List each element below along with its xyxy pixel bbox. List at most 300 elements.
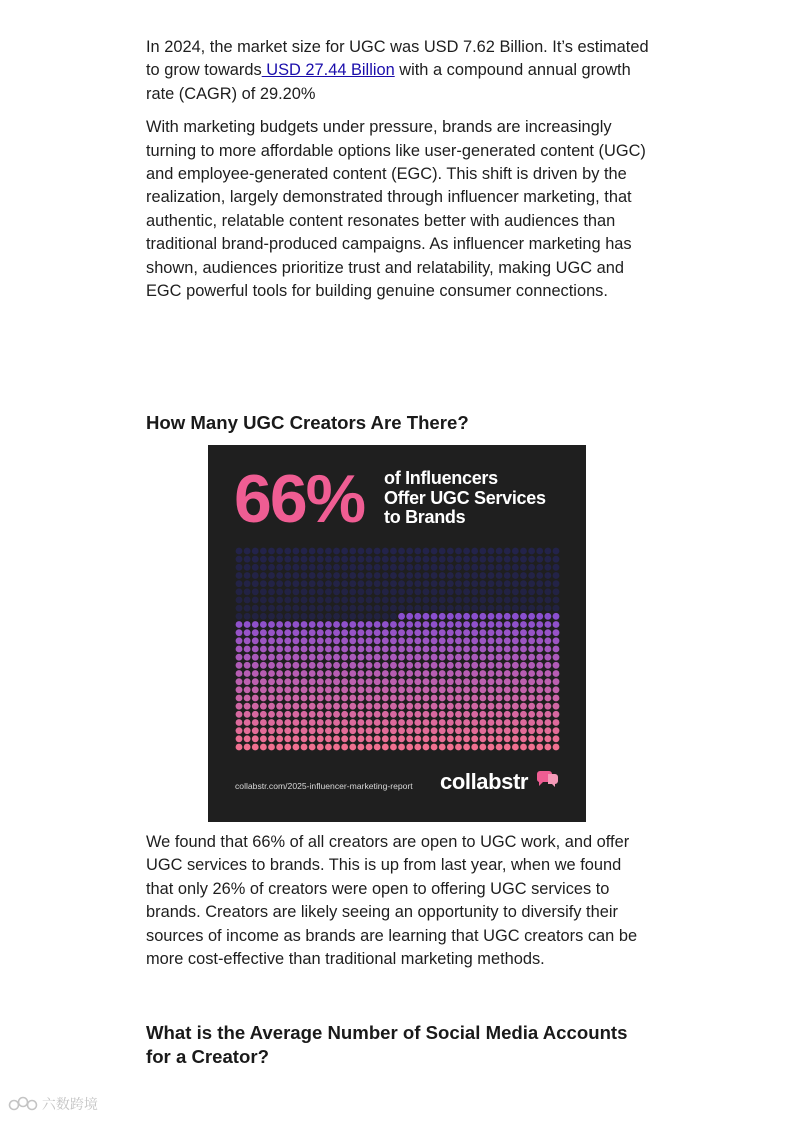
dot-inactive (398, 572, 405, 579)
dot-active (317, 686, 324, 693)
dot-inactive (488, 588, 495, 595)
dot-inactive (382, 588, 389, 595)
dot-active (358, 719, 365, 726)
dot-active (366, 695, 373, 702)
dot-active (292, 646, 299, 653)
dot-active (244, 621, 251, 628)
dot-inactive (341, 556, 348, 563)
dot-active (390, 744, 397, 751)
dot-active (309, 629, 316, 636)
dot-active (317, 654, 324, 661)
dot-active (447, 629, 454, 636)
dot-inactive (358, 605, 365, 612)
dot-inactive (447, 580, 454, 587)
dot-active (309, 621, 316, 628)
dot-active (260, 629, 267, 636)
dot-active (431, 613, 438, 620)
dot-active (496, 686, 503, 693)
dot-active (520, 678, 527, 685)
dot-active (358, 744, 365, 751)
dot-inactive (236, 588, 243, 595)
dot-inactive (471, 588, 478, 595)
dot-inactive (292, 580, 299, 587)
dot-active (309, 703, 316, 710)
dot-inactive (463, 564, 470, 571)
dot-active (276, 735, 283, 742)
dot-active (479, 727, 486, 734)
dot-inactive (528, 605, 535, 612)
dot-inactive (488, 597, 495, 604)
dot-active (544, 613, 551, 620)
dot-active (301, 621, 308, 628)
dot-inactive (382, 548, 389, 555)
dot-inactive (358, 613, 365, 620)
dot-inactive (504, 556, 511, 563)
dot-inactive (447, 564, 454, 571)
dot-active (341, 678, 348, 685)
dot-active (382, 662, 389, 669)
dot-active (284, 703, 291, 710)
dot-active (479, 613, 486, 620)
dot-active (504, 646, 511, 653)
dot-active (382, 686, 389, 693)
dot-active (333, 695, 340, 702)
dot-active (536, 670, 543, 677)
dot-active (301, 711, 308, 718)
dot-active (260, 678, 267, 685)
dot-active (528, 621, 535, 628)
dot-inactive (398, 564, 405, 571)
dot-active (341, 629, 348, 636)
dot-inactive (536, 572, 543, 579)
dot-active (284, 670, 291, 677)
dot-inactive (488, 548, 495, 555)
dot-inactive (252, 572, 259, 579)
dot-active (374, 678, 381, 685)
dot-active (301, 744, 308, 751)
dot-inactive (268, 588, 275, 595)
dot-active (512, 678, 519, 685)
dot-inactive (252, 597, 259, 604)
dot-active (382, 727, 389, 734)
dot-active (366, 735, 373, 742)
findings-section (146, 831, 651, 971)
dot-active (244, 629, 251, 636)
dot-active (431, 744, 438, 751)
dot-active (439, 621, 446, 628)
dot-inactive (252, 580, 259, 587)
dot-inactive (528, 597, 535, 604)
dot-inactive (382, 580, 389, 587)
dot-active (268, 727, 275, 734)
dot-active (382, 703, 389, 710)
dot-active (325, 654, 332, 661)
dot-active (496, 646, 503, 653)
dot-inactive (398, 588, 405, 595)
dot-active (390, 670, 397, 677)
dot-inactive (479, 556, 486, 563)
dot-inactive (236, 564, 243, 571)
dot-active (268, 695, 275, 702)
dot-active (553, 646, 560, 653)
dot-active (553, 686, 560, 693)
dot-inactive (423, 605, 430, 612)
dot-active (455, 744, 462, 751)
dot-inactive (236, 605, 243, 612)
dot-active (447, 654, 454, 661)
dot-inactive (244, 580, 251, 587)
dot-active (236, 703, 243, 710)
headline-line-1: of Influencers (384, 468, 498, 488)
dot-active (252, 637, 259, 644)
dot-active (268, 646, 275, 653)
dot-active (406, 637, 413, 644)
dot-inactive (317, 572, 324, 579)
dot-active (512, 686, 519, 693)
dot-active (292, 621, 299, 628)
dot-active (553, 735, 560, 742)
dot-inactive (414, 572, 421, 579)
dot-inactive (341, 548, 348, 555)
dot-active (301, 629, 308, 636)
dot-active (268, 678, 275, 685)
dot-active (366, 654, 373, 661)
dot-active (309, 727, 316, 734)
dot-active (268, 744, 275, 751)
dot-inactive (447, 572, 454, 579)
dot-active (553, 703, 560, 710)
dot-active (496, 678, 503, 685)
dot-active (317, 695, 324, 702)
dot-inactive (366, 588, 373, 595)
dot-inactive (439, 597, 446, 604)
dot-active (333, 670, 340, 677)
dot-active (292, 703, 299, 710)
dot-active (471, 637, 478, 644)
dot-inactive (333, 597, 340, 604)
dot-active (382, 695, 389, 702)
dot-active (374, 646, 381, 653)
dot-active (382, 654, 389, 661)
dot-active (333, 703, 340, 710)
dot-active (333, 654, 340, 661)
dot-active (390, 695, 397, 702)
dot-active (260, 727, 267, 734)
dot-active (284, 695, 291, 702)
dot-active (358, 670, 365, 677)
dot-active (553, 744, 560, 751)
dot-active (317, 629, 324, 636)
dot-active (520, 637, 527, 644)
dot-inactive (309, 597, 316, 604)
dot-active (431, 678, 438, 685)
dot-active (528, 686, 535, 693)
dot-active (406, 735, 413, 742)
dot-inactive (471, 597, 478, 604)
dot-active (414, 686, 421, 693)
dot-active (292, 719, 299, 726)
dot-inactive (244, 556, 251, 563)
dot-inactive (382, 556, 389, 563)
dot-active (374, 735, 381, 742)
dot-active (292, 670, 299, 677)
dot-inactive (333, 580, 340, 587)
dot-active (520, 703, 527, 710)
dot-inactive (390, 556, 397, 563)
dot-inactive (423, 556, 430, 563)
dot-active (423, 744, 430, 751)
dot-inactive (455, 580, 462, 587)
dot-active (406, 695, 413, 702)
dot-active (252, 703, 259, 710)
dot-active (406, 621, 413, 628)
dot-inactive (358, 580, 365, 587)
dot-active (439, 629, 446, 636)
dot-active (284, 637, 291, 644)
dot-active (236, 727, 243, 734)
budget-paragraph: With marketing budgets under pressure, brands are increasingly turning to more affordable options like user-generated content (UGC) and employee-generated content (EGC). This shift is driven by the realization, largely demonstrated through influencer marketing, that authentic, relatable content resonates better with audiences than traditional brand-produced campaigns. As influencer marketing has shown, audiences prioritize trust and relatability, making UGC and EGC powerful tools for building genuine consumer connections. (146, 118, 646, 301)
dot-active (544, 621, 551, 628)
dot-active (447, 662, 454, 669)
dot-inactive (455, 564, 462, 571)
dot-active (333, 744, 340, 751)
dot-active (439, 719, 446, 726)
dot-active (512, 662, 519, 669)
dot-active (512, 670, 519, 677)
dot-inactive (317, 580, 324, 587)
dot-active (374, 670, 381, 677)
dot-inactive (333, 564, 340, 571)
dot-active (536, 678, 543, 685)
dot-active (553, 670, 560, 677)
dot-active (536, 629, 543, 636)
dot-inactive (504, 597, 511, 604)
dot-active (374, 686, 381, 693)
dot-active (301, 670, 308, 677)
dot-inactive (406, 588, 413, 595)
watermark (8, 1094, 98, 1114)
dot-inactive (463, 556, 470, 563)
dot-active (479, 744, 486, 751)
dot-inactive (536, 588, 543, 595)
dot-active (544, 654, 551, 661)
dot-active (544, 662, 551, 669)
dot-active (284, 711, 291, 718)
dot-inactive (553, 605, 560, 612)
dot-active (536, 662, 543, 669)
dot-active (349, 646, 356, 653)
dot-active (471, 646, 478, 653)
market-forecast-link[interactable]: USD 27.44 Billion (261, 61, 395, 80)
dot-inactive (268, 613, 275, 620)
dot-active (366, 621, 373, 628)
dot-inactive (471, 564, 478, 571)
dot-active (471, 727, 478, 734)
dot-active (431, 695, 438, 702)
dot-active (292, 711, 299, 718)
dot-inactive (341, 613, 348, 620)
dot-active (471, 662, 478, 669)
dot-inactive (284, 556, 291, 563)
dot-active (366, 637, 373, 644)
dot-active (439, 662, 446, 669)
dot-inactive (463, 597, 470, 604)
dot-active (406, 744, 413, 751)
dot-inactive (301, 580, 308, 587)
dot-inactive (455, 588, 462, 595)
dot-inactive (528, 580, 535, 587)
dot-active (309, 744, 316, 751)
dot-inactive (309, 548, 316, 555)
dot-active (358, 646, 365, 653)
dot-inactive (292, 605, 299, 612)
dot-inactive (244, 588, 251, 595)
dot-active (374, 711, 381, 718)
dot-active (536, 646, 543, 653)
dot-active (301, 719, 308, 726)
dot-inactive (406, 597, 413, 604)
dot-active (236, 654, 243, 661)
dot-inactive (544, 597, 551, 604)
dot-inactive (358, 572, 365, 579)
dot-active (496, 719, 503, 726)
dot-active (317, 670, 324, 677)
dot-active (382, 711, 389, 718)
dot-active (512, 654, 519, 661)
dot-active (423, 735, 430, 742)
dot-active (276, 695, 283, 702)
dot-inactive (301, 588, 308, 595)
dot-active (349, 735, 356, 742)
dot-active (447, 744, 454, 751)
dot-active (268, 711, 275, 718)
dot-active (447, 613, 454, 620)
dot-active (244, 727, 251, 734)
dot-active (260, 719, 267, 726)
dot-inactive (309, 605, 316, 612)
dot-active (317, 744, 324, 751)
dot-active (398, 654, 405, 661)
dot-active (292, 695, 299, 702)
dot-active (268, 719, 275, 726)
dot-inactive (479, 597, 486, 604)
dot-inactive (349, 572, 356, 579)
dot-active (488, 735, 495, 742)
dot-active (309, 646, 316, 653)
dot-active (236, 637, 243, 644)
dot-active (439, 727, 446, 734)
dot-active (309, 719, 316, 726)
dot-active (236, 686, 243, 693)
dot-inactive (382, 605, 389, 612)
dot-active (496, 703, 503, 710)
dot-active (544, 719, 551, 726)
dot-active (252, 719, 259, 726)
dot-active (366, 629, 373, 636)
dot-inactive (301, 613, 308, 620)
dot-inactive (553, 548, 560, 555)
dot-inactive (301, 572, 308, 579)
dot-inactive (439, 580, 446, 587)
dot-inactive (292, 556, 299, 563)
dot-active (252, 678, 259, 685)
dot-active (520, 727, 527, 734)
dot-active (439, 695, 446, 702)
dot-active (317, 662, 324, 669)
dot-active (276, 629, 283, 636)
dot-active (276, 686, 283, 693)
dot-active (479, 662, 486, 669)
dot-inactive (512, 580, 519, 587)
dot-active (276, 662, 283, 669)
dot-inactive (520, 556, 527, 563)
dot-inactive (520, 572, 527, 579)
dot-inactive (528, 556, 535, 563)
dot-inactive (333, 588, 340, 595)
dot-active (455, 629, 462, 636)
dot-inactive (544, 556, 551, 563)
dot-inactive (358, 548, 365, 555)
dot-active (236, 719, 243, 726)
dot-active (349, 678, 356, 685)
dot-active (390, 637, 397, 644)
dot-active (439, 711, 446, 718)
dot-active (276, 637, 283, 644)
dot-inactive (317, 613, 324, 620)
dot-inactive (439, 564, 446, 571)
dot-inactive (528, 548, 535, 555)
dot-active (439, 637, 446, 644)
dot-inactive (325, 564, 332, 571)
dot-inactive (398, 597, 405, 604)
dot-active (504, 613, 511, 620)
dot-active (447, 686, 454, 693)
dot-inactive (252, 605, 259, 612)
dot-active (317, 735, 324, 742)
dot-inactive (439, 588, 446, 595)
dot-inactive (252, 588, 259, 595)
dot-active (406, 703, 413, 710)
dot-active (284, 719, 291, 726)
dot-active (252, 727, 259, 734)
dot-active (471, 735, 478, 742)
dot-inactive (276, 613, 283, 620)
watermark-text: 六数跨境 (41, 1096, 98, 1112)
dot-active (414, 613, 421, 620)
dot-active (341, 703, 348, 710)
dot-active (423, 678, 430, 685)
dot-active (536, 654, 543, 661)
dot-active (390, 662, 397, 669)
dot-active (244, 744, 251, 751)
dot-active (447, 735, 454, 742)
dot-active (520, 621, 527, 628)
dot-active (463, 646, 470, 653)
dot-active (447, 670, 454, 677)
dot-active (463, 662, 470, 669)
dot-inactive (414, 605, 421, 612)
dot-active (463, 686, 470, 693)
dot-inactive (553, 588, 560, 595)
dot-inactive (260, 580, 267, 587)
dot-inactive (398, 580, 405, 587)
dot-active (301, 662, 308, 669)
dot-active (414, 719, 421, 726)
source-url: collabstr.com/2025-influencer-marketing-report (235, 781, 413, 791)
dot-active (423, 686, 430, 693)
dot-active (496, 629, 503, 636)
dot-active (553, 695, 560, 702)
